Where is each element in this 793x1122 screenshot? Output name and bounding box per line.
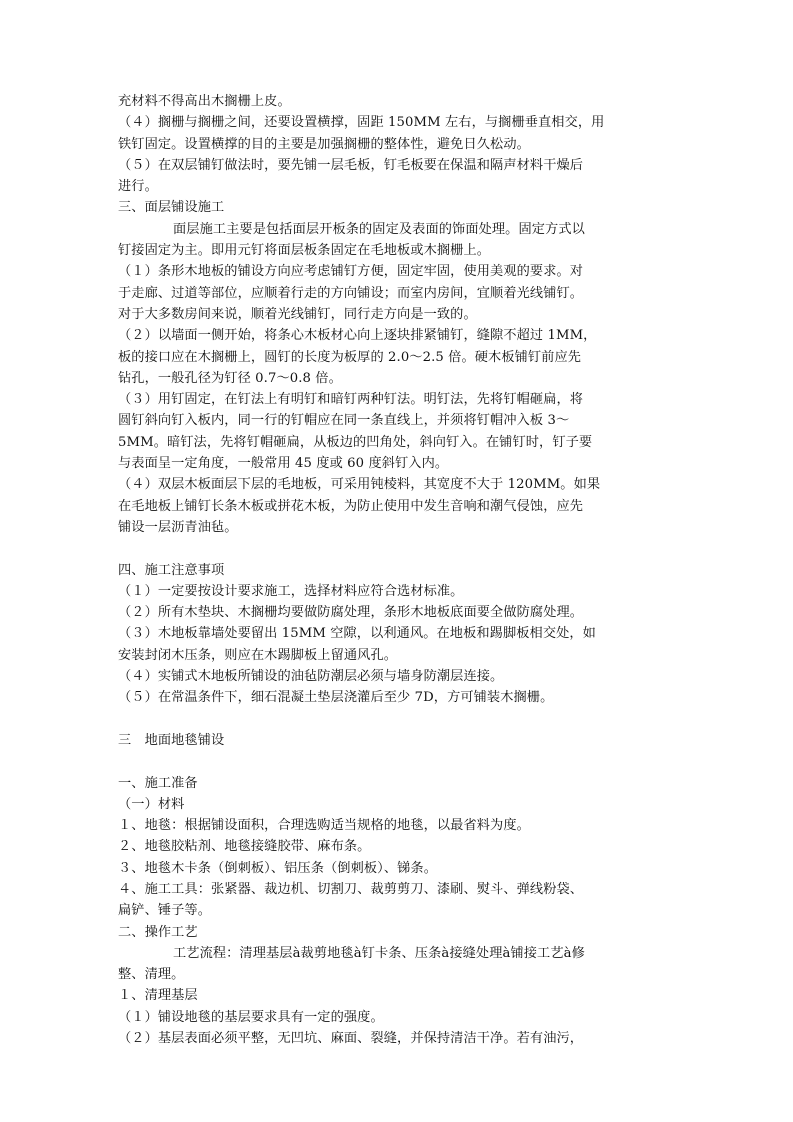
text-line: 与表面呈一定角度，一般常用 45 度或 60 度斜钉入内。 bbox=[118, 456, 449, 472]
text-line: （４）双层木板面层下层的毛地板，可采用钝棱料，其宽度不大于 120MM。如果 bbox=[118, 477, 601, 493]
text-line: 于走廊、过道等部位，应顺着行走的方向铺设；而室内房间，宜顺着光线铺钉。 bbox=[118, 285, 584, 301]
text-line: （５）在双层铺钉做法时，要先铺一层毛板，钉毛板要在保温和隔声材料干燥后 bbox=[118, 157, 584, 173]
text-line: （３）木地板靠墙处要留出 15MM 空隙，以利通风。在地板和踢脚板相交处，如 bbox=[118, 626, 596, 642]
text-line: （１）条形木地板的铺设方向应考虑铺钉方便，固定牢固，使用美观的要求。对 bbox=[118, 264, 584, 280]
text-line: 对于大多数房间来说，顺着光线铺钉，同行走方向是一致的。 bbox=[118, 306, 477, 322]
text-line: 板的接口应在木搁栅上，圆钉的长度为板厚的 2.0～2.5 倍。硬木板铺钉前应先 bbox=[118, 349, 582, 365]
blank-line bbox=[118, 538, 678, 559]
text-line: 充材料不得高出木搁栅上皮。 bbox=[118, 94, 291, 109]
text-line: （２）所有木垫块、木搁栅均要做防腐处理，条形木地板底面要全做防腐处理。 bbox=[118, 605, 584, 621]
text-line: 在毛地板上铺钉长条木板或拼花木板，为防止使用中发生音响和潮气侵蚀，应先 bbox=[118, 498, 584, 514]
text-line: 工艺流程：清理基层à裁剪地毯à钉卡条、压条à接缝处理à铺接工艺à修 bbox=[173, 945, 585, 961]
text-line: 铺设一层沥青油毡。 bbox=[118, 519, 238, 535]
text-line: 三 地面地毯铺设 bbox=[118, 732, 225, 748]
text-line: （一）材料 bbox=[118, 796, 185, 812]
text-line: （３）用钉固定，在钉法上有明钉和暗钉两种钉法。明钉法，先将钉帽砸扁，将 bbox=[118, 392, 584, 408]
text-line: ４、施工工具：张紧器、裁边机、切割刀、裁剪剪刀、漆刷、熨斗、弹线粉袋、 bbox=[118, 881, 584, 897]
blank-line bbox=[118, 751, 678, 772]
text-line: 进行。 bbox=[118, 179, 158, 195]
text-line: （２）以墙面一侧开始，将条心木板材心向上逐块排紧铺钉，缝隙不超过 1MM， bbox=[118, 328, 597, 344]
text-line: 一、施工准备 bbox=[118, 775, 198, 791]
text-line: １、清理基层 bbox=[118, 988, 198, 1004]
text-line: ２、地毯胶粘剂、地毯接缝胶带、麻布条。 bbox=[118, 839, 371, 855]
document-body bbox=[118, 91, 678, 1049]
text-line: 三、面层铺设施工 bbox=[118, 200, 225, 216]
text-line: 扁铲、锤子等。 bbox=[118, 903, 212, 919]
text-line: （５）在常温条件下，细石混凝土垫层浇灌后至少 7D，方可铺装木搁栅。 bbox=[118, 690, 554, 706]
text-line: （１）一定要按设计要求施工，选择材料应符合选材标准。 bbox=[118, 583, 464, 599]
text-line: 安装封闭木压条，则应在木踢脚板上留通风孔。 bbox=[118, 647, 398, 663]
text-line: 四、施工注意事项 bbox=[118, 562, 225, 578]
blank-line bbox=[118, 709, 678, 730]
text-line: 铁钉固定。设置横撑的目的主要是加强搁栅的整体性，避免日久松动。 bbox=[118, 136, 530, 152]
text-line: （１）铺设地毯的基层要求具有一定的强度。 bbox=[118, 1009, 384, 1025]
text-line: 二、操作工艺 bbox=[118, 924, 198, 940]
text-line: 整、清理。 bbox=[118, 967, 185, 983]
text-line: 圆钉斜向钉入板内，同一行的钉帽应在同一条直线上，并须将钉帽冲入板 3～ bbox=[118, 413, 570, 429]
text-line: ３、地毯木卡条（倒刺板）、铝压条（倒刺板）、锑条。 bbox=[118, 860, 437, 876]
text-line: （４）搁栅与搁栅之间，还要设置横撑，固距 150MM 左右，与搁栅垂直相交，用 bbox=[118, 115, 605, 131]
text-line: 面层施工主要是包括面层开板条的固定及表面的饰面处理。固定方式以 bbox=[173, 221, 585, 237]
text-line: 5MM。暗钉法，先将钉帽砸扁，从板边的凹角处，斜向钉入。在铺钉时，钉子要 bbox=[118, 434, 593, 450]
text-line: （４）实铺式木地板所铺设的油毡防潮层必须与墙身防潮层连接。 bbox=[118, 669, 504, 685]
text-line: 钻孔，一般孔径为钉径 0.7～0.8 倍。 bbox=[118, 370, 342, 386]
text-line: （２）基层表面必须平整，无凹坑、麻面、裂缝，并保持清洁干净。若有油污， bbox=[118, 1031, 584, 1047]
text-line: 钉接固定为主。即用元钉将面层板条固定在毛地板或木搁栅上。 bbox=[118, 243, 491, 259]
text-line: １、地毯：根据铺设面积，合理选购适当规格的地毯，以最省料为度。 bbox=[118, 818, 530, 834]
